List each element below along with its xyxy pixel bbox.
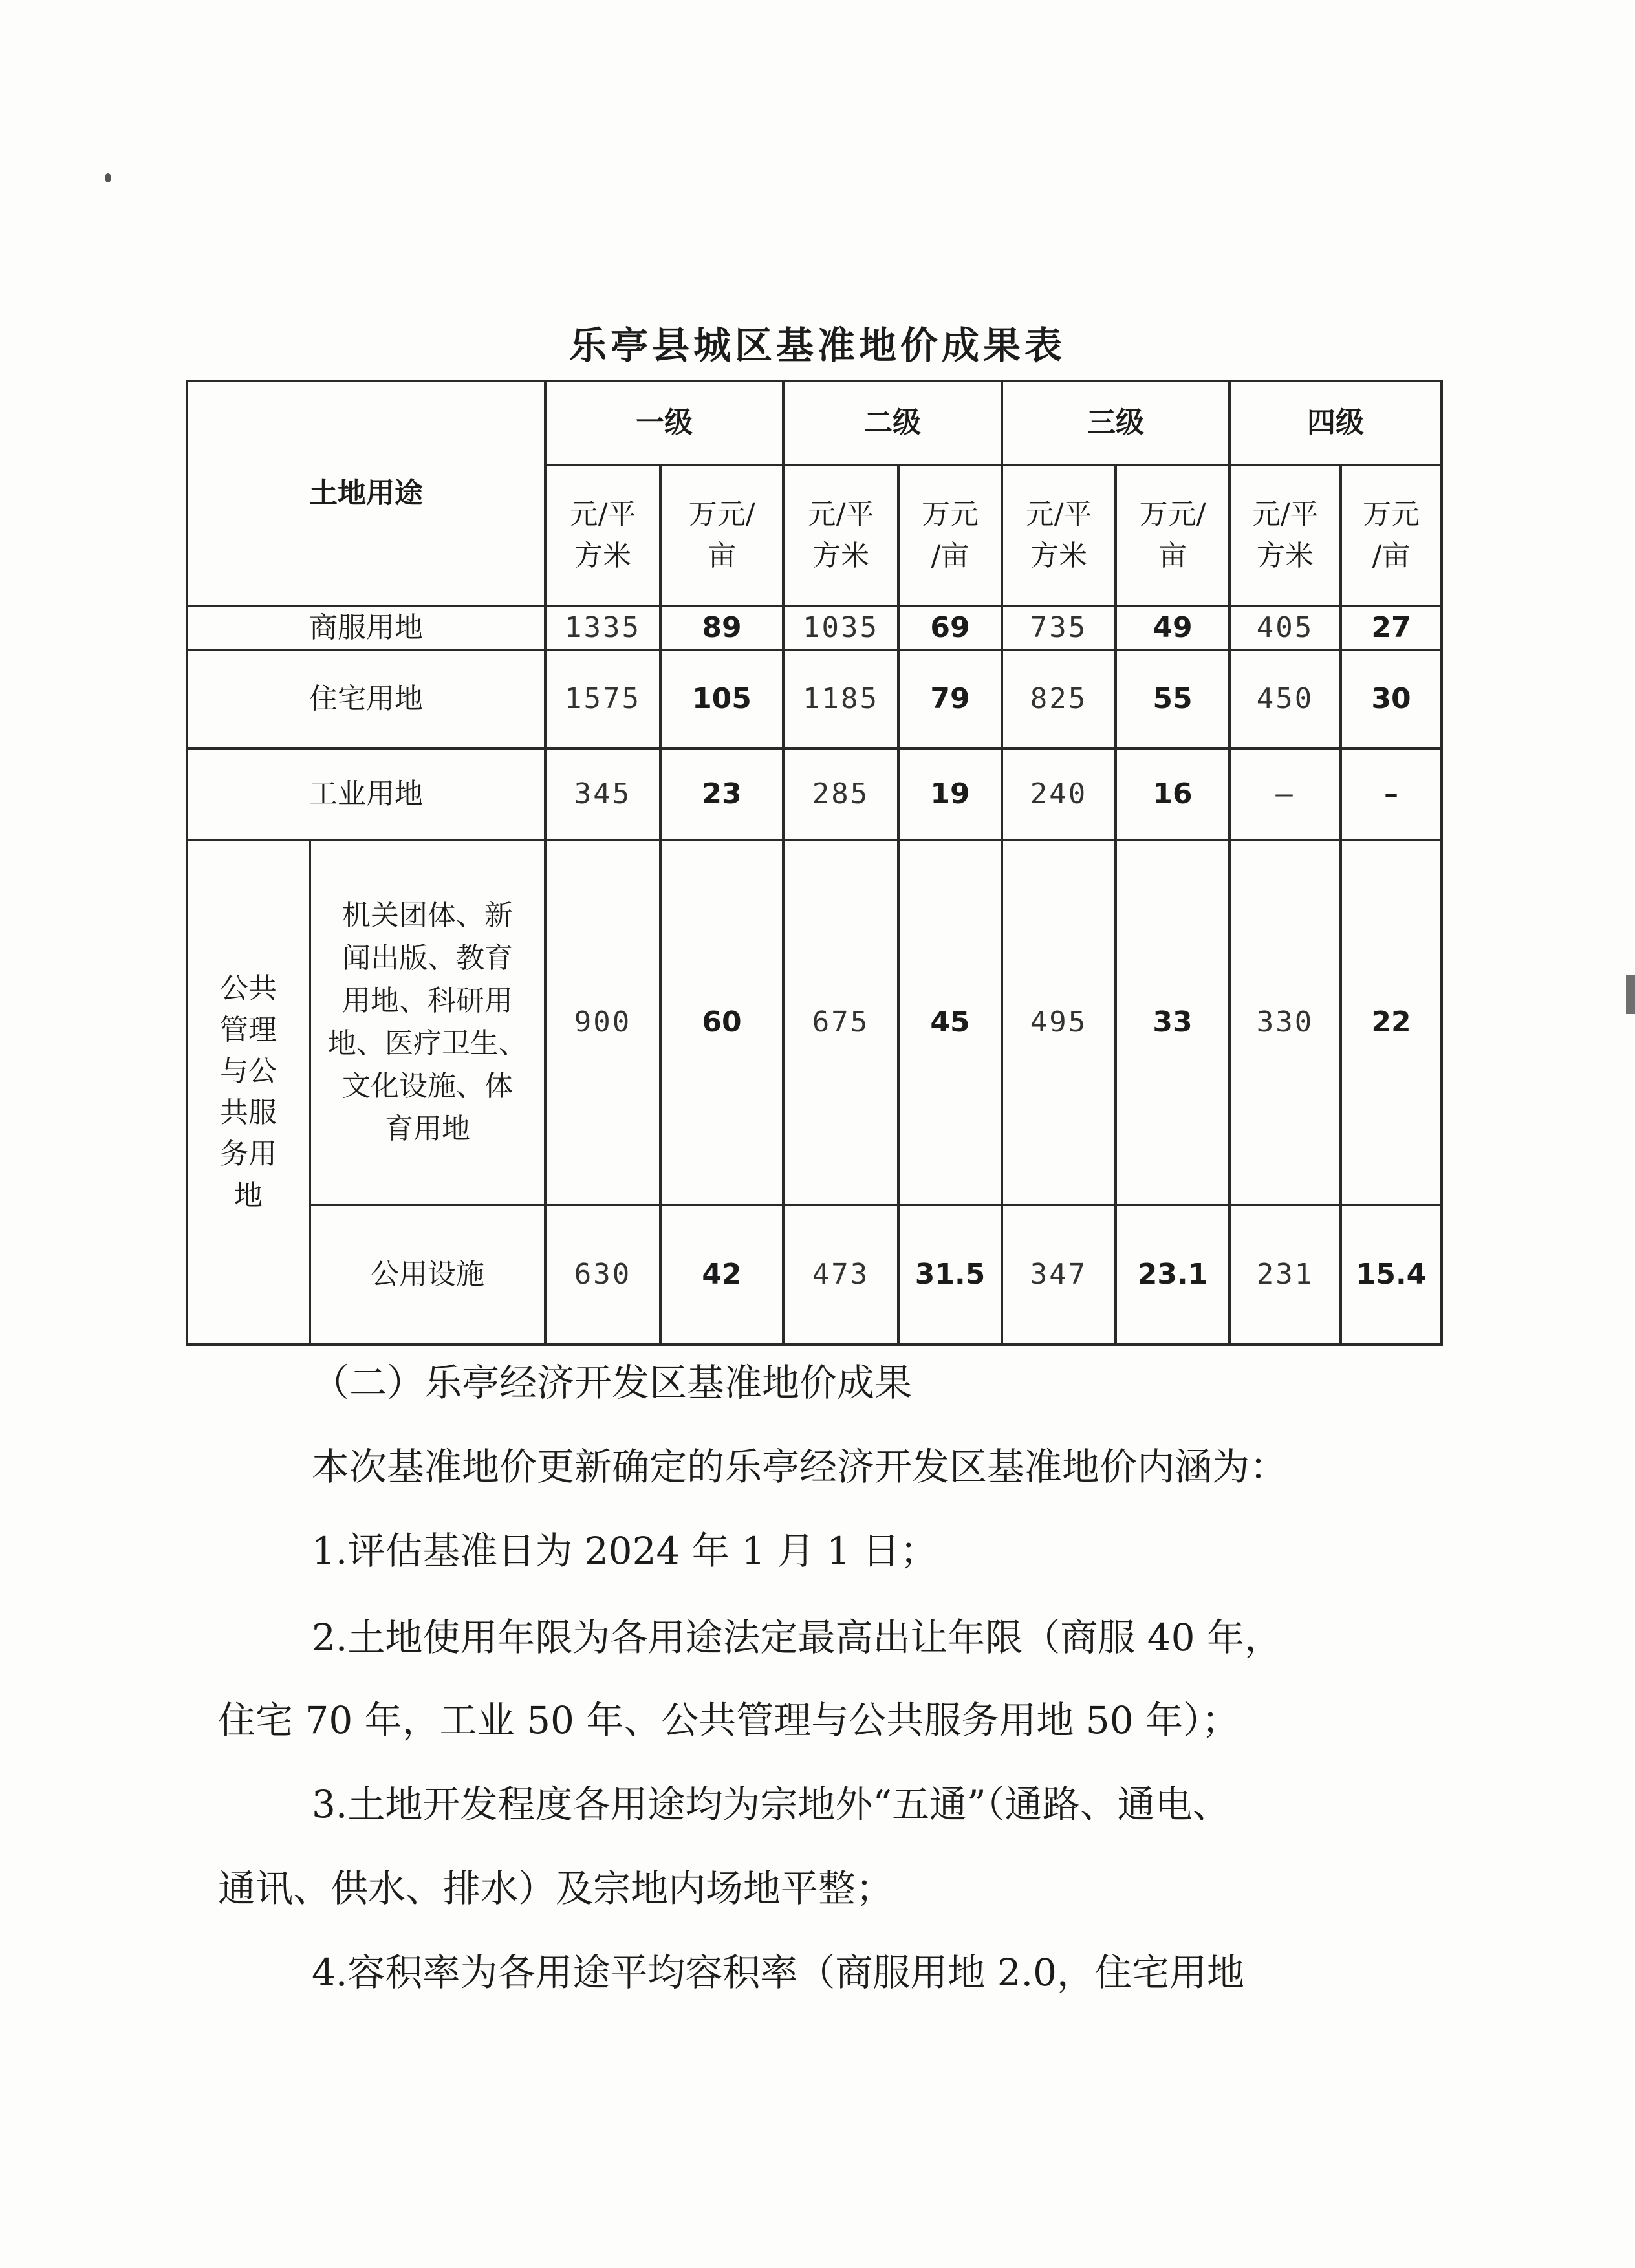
price-cell: 22 (1341, 840, 1442, 1205)
price-cell: 1035 (783, 606, 898, 650)
price-cell: 60 (660, 840, 783, 1205)
unit-wanyuan-per-mu: 万元 /亩 (1341, 465, 1442, 606)
price-cell: – (1341, 748, 1442, 840)
price-cell: 1335 (545, 606, 660, 650)
price-cell: – (1229, 748, 1341, 840)
price-cell: 19 (898, 748, 1002, 840)
table-row-industrial (187, 748, 1442, 840)
unit-wanyuan-per-mu: 万元/ 亩 (660, 465, 783, 606)
table-row-public-institutions (187, 840, 1442, 1205)
benchmark-price-table (186, 380, 1443, 1346)
unit-wanyuan-per-mu: 万元/ 亩 (1116, 465, 1229, 606)
price-cell: 27 (1341, 606, 1442, 650)
unit-yuan-per-sqm: 元/平 方米 (783, 465, 898, 606)
price-cell: 16 (1116, 748, 1229, 840)
price-cell: 55 (1116, 650, 1229, 748)
grade-2-header: 二级 (783, 381, 1002, 465)
price-cell: 1185 (783, 650, 898, 748)
unit-yuan-per-sqm: 元/平 方米 (545, 465, 660, 606)
section-heading: （二）乐亭经济开发区基准地价成果 (312, 1361, 913, 1405)
price-cell: 735 (1002, 606, 1116, 650)
row-label-public-utilities: 公用设施 (310, 1205, 545, 1345)
public-group-label: 公共 管理 与公 共服 务用 地 (187, 840, 310, 1345)
scan-edge-mark (1626, 975, 1635, 1014)
price-cell: 240 (1002, 748, 1116, 840)
grade-4-header: 四级 (1229, 381, 1442, 465)
price-cell: 31.5 (898, 1205, 1002, 1345)
price-cell: 285 (783, 748, 898, 840)
price-cell: 15.4 (1341, 1205, 1442, 1345)
table-row-residential (187, 650, 1442, 748)
price-cell: 1575 (545, 650, 660, 748)
body-paragraph: 4.容积率为各用途平均容积率（商服用地 2.0，住宅用地 (312, 1950, 1245, 1994)
unit-yuan-per-sqm: 元/平 方米 (1002, 465, 1116, 606)
body-paragraph: 3.土地开发程度各用途均为宗地外“五通”（通路、通电、 (312, 1782, 1230, 1826)
price-cell: 330 (1229, 840, 1341, 1205)
price-cell: 45 (898, 840, 1002, 1205)
table-row-public-utilities (187, 1205, 1442, 1345)
price-cell: 900 (545, 840, 660, 1205)
price-cell: 42 (660, 1205, 783, 1345)
price-cell: 23 (660, 748, 783, 840)
grade-3-header: 三级 (1002, 381, 1229, 465)
row-label: 商服用地 (187, 606, 545, 650)
price-cell: 450 (1229, 650, 1341, 748)
grade-1-header: 一级 (545, 381, 783, 465)
price-cell: 347 (1002, 1205, 1116, 1345)
price-cell: 825 (1002, 650, 1116, 748)
body-paragraph-continued: 通讯、供水、排水）及宗地内场地平整； (218, 1866, 894, 1910)
price-cell: 33 (1116, 840, 1229, 1205)
land-use-header: 土地用途 (187, 381, 545, 606)
body-paragraph: 2.土地使用年限为各用途法定最高出让年限（商服 40 年， (312, 1615, 1283, 1659)
price-cell: 79 (898, 650, 1002, 748)
unit-wanyuan-per-mu: 万元 /亩 (898, 465, 1002, 606)
price-cell: 405 (1229, 606, 1341, 650)
price-cell: 89 (660, 606, 783, 650)
row-label-public-institutions: 机关团体、新 闻出版、教育 用地、科研用 地、医疗卫生、 文化设施、体 育用地 (310, 840, 545, 1205)
row-label: 住宅用地 (187, 650, 545, 748)
price-cell: 69 (898, 606, 1002, 650)
price-cell: 49 (1116, 606, 1229, 650)
price-cell: 105 (660, 650, 783, 748)
table-title: 乐亭县城区基准地价成果表 (568, 323, 1066, 367)
price-cell: 630 (545, 1205, 660, 1345)
price-cell: 345 (545, 748, 660, 840)
price-cell: 30 (1341, 650, 1442, 748)
price-cell: 675 (783, 840, 898, 1205)
body-paragraph: 1.评估基准日为 2024 年 1 月 1 日； (312, 1529, 938, 1573)
price-cell: 231 (1229, 1205, 1341, 1345)
body-paragraph-continued: 住宅 70 年，工业 50 年、公共管理与公共服务用地 50 年）； (218, 1698, 1240, 1742)
price-cell: 23.1 (1116, 1205, 1229, 1345)
body-paragraph: 本次基准地价更新确定的乐亭经济开发区基准地价内涵为： (312, 1445, 1288, 1489)
price-cell: 473 (783, 1205, 898, 1345)
price-cell: 495 (1002, 840, 1116, 1205)
row-label: 工业用地 (187, 748, 545, 840)
scan-speck (105, 173, 111, 182)
unit-yuan-per-sqm: 元/平 方米 (1229, 465, 1341, 606)
table-row-commercial (187, 606, 1442, 650)
